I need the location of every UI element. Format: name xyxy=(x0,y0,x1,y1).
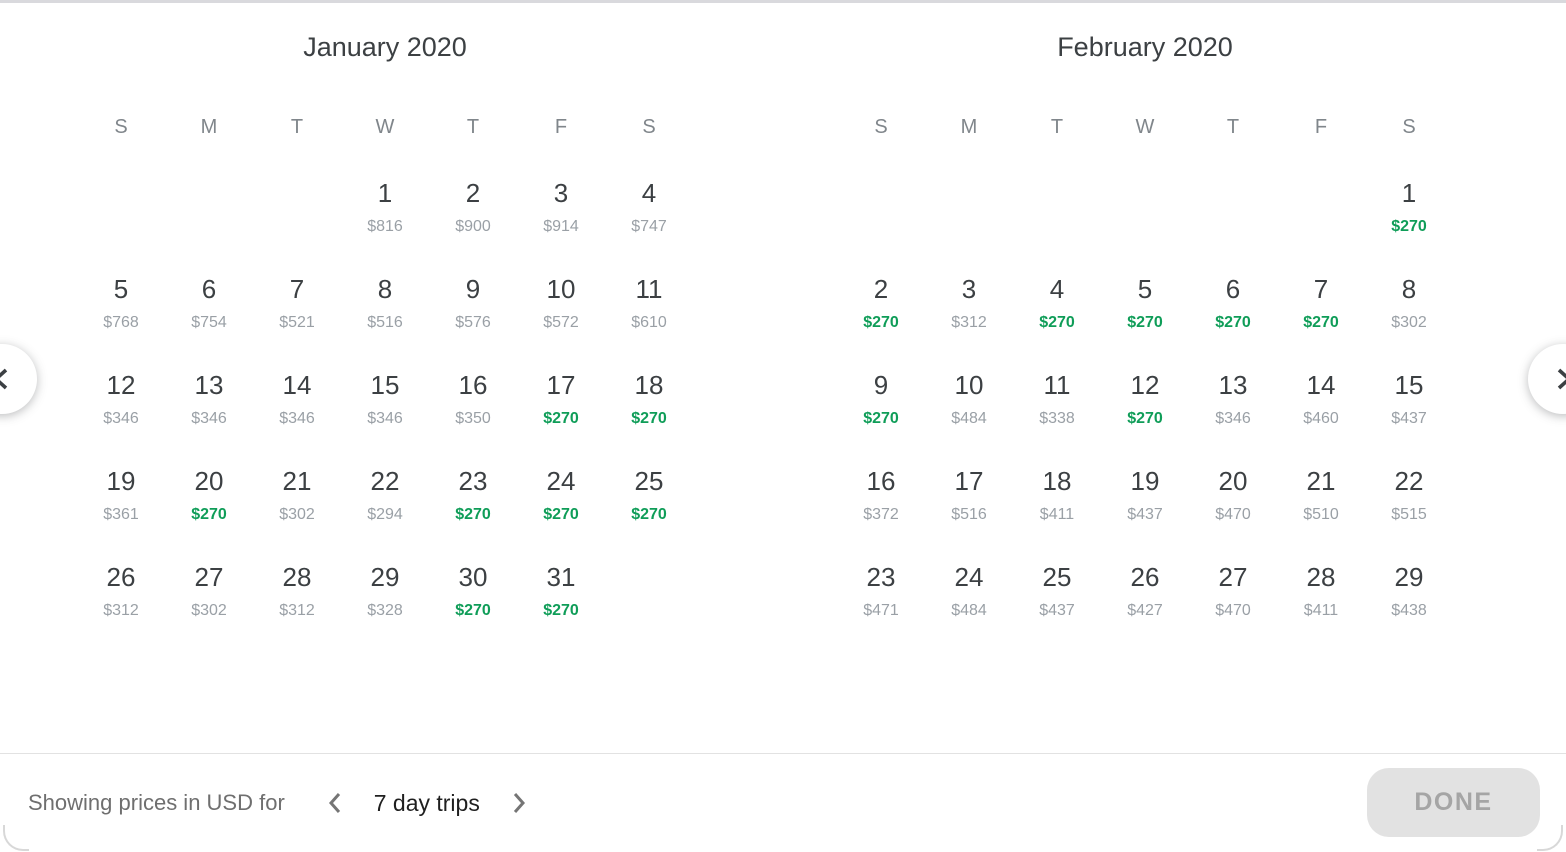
day-cell-january-18[interactable] xyxy=(605,339,693,435)
week-row xyxy=(837,531,1453,627)
day-number: 1 xyxy=(377,178,393,208)
day-number: 22 xyxy=(1394,466,1424,496)
week-row xyxy=(77,243,693,339)
day-cell-february-16[interactable] xyxy=(837,435,925,531)
day-number: 24 xyxy=(546,466,576,496)
day-price: $427 xyxy=(1127,602,1163,619)
day-cell-january-29[interactable] xyxy=(341,531,429,627)
weekday-header: S xyxy=(874,116,888,138)
day-number: 24 xyxy=(954,562,984,592)
day-number: 13 xyxy=(1218,370,1248,400)
day-price: $521 xyxy=(279,314,315,331)
next-month-button[interactable] xyxy=(1528,344,1566,414)
day-price: $816 xyxy=(367,218,403,235)
weekday-header-row xyxy=(837,107,1453,147)
day-number: 13 xyxy=(194,370,224,400)
weekday-header: T xyxy=(466,116,480,138)
day-number: 18 xyxy=(1042,466,1072,496)
chevron-right-icon xyxy=(511,791,527,815)
day-price: $346 xyxy=(191,410,227,427)
day-price: $312 xyxy=(279,602,315,619)
empty-day-cell xyxy=(77,147,165,243)
showing-prices-text: Showing prices in USD for xyxy=(28,790,285,815)
day-price: $361 xyxy=(103,506,139,523)
month-february-2020 xyxy=(837,3,1453,627)
day-price: $516 xyxy=(367,314,403,331)
day-cell-february-13[interactable] xyxy=(1189,339,1277,435)
weekday-header: T xyxy=(1050,116,1064,138)
day-price: $438 xyxy=(1391,602,1427,619)
week-row xyxy=(837,435,1453,531)
day-price: $302 xyxy=(1391,314,1427,331)
day-cell-february-1[interactable] xyxy=(1365,147,1453,243)
day-cell-february-17[interactable] xyxy=(925,435,1013,531)
trip-length-value: 7 day trips xyxy=(373,789,480,816)
day-price: $270 xyxy=(863,314,899,331)
day-number: 21 xyxy=(282,466,312,496)
day-cell-february-10[interactable] xyxy=(925,339,1013,435)
weekday-header: S xyxy=(642,116,656,138)
day-price: $312 xyxy=(103,602,139,619)
day-number: 20 xyxy=(194,466,224,496)
day-number: 3 xyxy=(961,274,977,304)
day-price: $328 xyxy=(367,602,403,619)
day-price: $768 xyxy=(103,314,139,331)
empty-day-cell xyxy=(925,147,1013,243)
week-row xyxy=(837,243,1453,339)
day-number: 6 xyxy=(1225,274,1241,304)
day-number: 3 xyxy=(553,178,569,208)
day-number: 16 xyxy=(458,370,488,400)
day-number: 10 xyxy=(546,274,576,304)
empty-day-cell xyxy=(837,147,925,243)
day-cell-january-1[interactable] xyxy=(341,147,429,243)
day-price: $914 xyxy=(543,218,579,235)
day-number: 23 xyxy=(866,562,896,592)
day-number: 28 xyxy=(1306,562,1336,592)
day-number: 19 xyxy=(106,466,136,496)
day-price: $610 xyxy=(631,314,667,331)
day-cell-february-6[interactable] xyxy=(1189,243,1277,339)
day-cell-february-8[interactable] xyxy=(1365,243,1453,339)
day-cell-january-25[interactable] xyxy=(605,435,693,531)
month-title: February 2020 xyxy=(1057,32,1233,62)
day-number: 29 xyxy=(1394,562,1424,592)
day-cell-january-14[interactable] xyxy=(253,339,341,435)
day-cell-january-23[interactable] xyxy=(429,435,517,531)
weekday-header: M xyxy=(200,116,218,138)
day-cell-january-11[interactable] xyxy=(605,243,693,339)
day-cell-february-23[interactable] xyxy=(837,531,925,627)
week-row xyxy=(837,339,1453,435)
empty-day-cell xyxy=(1101,147,1189,243)
day-price: $270 xyxy=(543,410,579,427)
day-number: 30 xyxy=(458,562,488,592)
day-price: $270 xyxy=(543,506,579,523)
day-number: 16 xyxy=(866,466,896,496)
day-cell-january-30[interactable] xyxy=(429,531,517,627)
day-number: 25 xyxy=(634,466,664,496)
day-number: 11 xyxy=(635,274,663,304)
week-row xyxy=(837,147,1453,243)
day-price: $471 xyxy=(863,602,899,619)
day-price: $270 xyxy=(455,506,491,523)
day-cell-january-17[interactable] xyxy=(517,339,605,435)
day-cell-february-3[interactable] xyxy=(925,243,1013,339)
day-price: $312 xyxy=(951,314,987,331)
day-price: $437 xyxy=(1039,602,1075,619)
day-number: 9 xyxy=(465,274,481,304)
day-cell-february-7[interactable] xyxy=(1277,243,1365,339)
weekday-header: W xyxy=(1135,116,1155,138)
day-price: $302 xyxy=(279,506,315,523)
day-cell-february-21[interactable] xyxy=(1277,435,1365,531)
day-cell-february-14[interactable] xyxy=(1277,339,1365,435)
day-number: 4 xyxy=(641,178,657,208)
empty-day-cell xyxy=(1277,147,1365,243)
day-cell-february-22[interactable] xyxy=(1365,435,1453,531)
day-cell-january-28[interactable] xyxy=(253,531,341,627)
day-number: 15 xyxy=(1394,370,1424,400)
day-price: $900 xyxy=(455,218,491,235)
empty-day-cell xyxy=(253,147,341,243)
empty-day-cell xyxy=(1189,147,1277,243)
day-price: $302 xyxy=(191,602,227,619)
weekday-header: T xyxy=(1226,116,1240,138)
day-number: 2 xyxy=(465,178,481,208)
week-row xyxy=(77,435,693,531)
day-number: 26 xyxy=(106,562,136,592)
day-price: $270 xyxy=(1127,410,1163,427)
day-cell-february-29[interactable] xyxy=(1365,531,1453,627)
weekday-header: S xyxy=(114,116,128,138)
day-number: 12 xyxy=(106,370,136,400)
day-cell-february-28[interactable] xyxy=(1277,531,1365,627)
day-cell-january-20[interactable] xyxy=(165,435,253,531)
chevron-left-icon xyxy=(0,365,14,393)
day-cell-february-26[interactable] xyxy=(1101,531,1189,627)
day-cell-february-27[interactable] xyxy=(1189,531,1277,627)
week-row xyxy=(77,339,693,435)
chevron-right-icon xyxy=(1551,365,1566,393)
month-title: January 2020 xyxy=(303,32,467,62)
day-number: 22 xyxy=(370,466,400,496)
day-number: 19 xyxy=(1130,466,1160,496)
day-price: $754 xyxy=(191,314,227,331)
day-cell-january-31[interactable] xyxy=(517,531,605,627)
weekday-header: M xyxy=(960,116,978,138)
day-cell-january-8[interactable] xyxy=(341,243,429,339)
day-number: 14 xyxy=(1306,370,1336,400)
day-cell-january-26[interactable] xyxy=(77,531,165,627)
day-number: 5 xyxy=(1137,274,1153,304)
day-cell-january-19[interactable] xyxy=(77,435,165,531)
day-price: $270 xyxy=(1391,218,1427,235)
day-price: $350 xyxy=(455,410,491,427)
day-price: $270 xyxy=(631,506,667,523)
day-price: $484 xyxy=(951,410,987,427)
day-price: $460 xyxy=(1303,410,1339,427)
day-price: $437 xyxy=(1127,506,1163,523)
weekday-header: S xyxy=(1402,116,1416,138)
day-price: $270 xyxy=(1039,314,1075,331)
day-price: $515 xyxy=(1391,506,1427,523)
day-cell-january-3[interactable] xyxy=(517,147,605,243)
day-cell-february-24[interactable] xyxy=(925,531,1013,627)
day-price: $411 xyxy=(1039,506,1075,523)
day-cell-january-10[interactable] xyxy=(517,243,605,339)
day-cell-february-25[interactable] xyxy=(1013,531,1101,627)
day-number: 18 xyxy=(634,370,664,400)
day-number: 26 xyxy=(1130,562,1160,592)
day-price: $346 xyxy=(367,410,403,427)
day-number: 25 xyxy=(1042,562,1072,592)
day-number: 17 xyxy=(954,466,984,496)
day-cell-february-15[interactable] xyxy=(1365,339,1453,435)
day-number: 21 xyxy=(1306,466,1336,496)
day-cell-february-18[interactable] xyxy=(1013,435,1101,531)
day-price: $510 xyxy=(1303,506,1339,523)
months-row xyxy=(0,3,1453,627)
weekday-header: F xyxy=(1314,116,1328,138)
day-number: 14 xyxy=(282,370,312,400)
day-number: 7 xyxy=(1313,274,1329,304)
trip-length-decrease-button[interactable] xyxy=(319,783,351,823)
day-number: 7 xyxy=(289,274,305,304)
week-row xyxy=(77,531,693,627)
day-number: 6 xyxy=(201,274,217,304)
day-price: $270 xyxy=(1215,314,1251,331)
weekday-header: T xyxy=(290,116,304,138)
day-number: 29 xyxy=(370,562,400,592)
day-price: $270 xyxy=(543,602,579,619)
day-price: $470 xyxy=(1215,602,1251,619)
day-number: 2 xyxy=(873,274,889,304)
day-price: $346 xyxy=(103,410,139,427)
day-number: 15 xyxy=(370,370,400,400)
weekday-header-row xyxy=(77,107,693,147)
day-cell-february-12[interactable] xyxy=(1101,339,1189,435)
day-number: 8 xyxy=(377,274,393,304)
day-cell-february-9[interactable] xyxy=(837,339,925,435)
day-cell-january-16[interactable] xyxy=(429,339,517,435)
day-number: 23 xyxy=(458,466,488,496)
weekday-header: F xyxy=(554,116,568,138)
day-number: 31 xyxy=(546,562,576,592)
day-price: $346 xyxy=(279,410,315,427)
day-number: 27 xyxy=(1218,562,1248,592)
day-price: $270 xyxy=(191,506,227,523)
day-cell-january-7[interactable] xyxy=(253,243,341,339)
day-cell-january-21[interactable] xyxy=(253,435,341,531)
day-cell-january-4[interactable] xyxy=(605,147,693,243)
day-price: $437 xyxy=(1391,410,1427,427)
day-price: $411 xyxy=(1303,602,1339,619)
day-price: $270 xyxy=(455,602,491,619)
day-price: $270 xyxy=(863,410,899,427)
month-january-2020 xyxy=(77,3,693,627)
day-price: $484 xyxy=(951,602,987,619)
day-cell-february-4[interactable] xyxy=(1013,243,1101,339)
day-cell-january-5[interactable] xyxy=(77,243,165,339)
day-price: $294 xyxy=(367,506,403,523)
day-cell-january-15[interactable] xyxy=(341,339,429,435)
day-price: $270 xyxy=(631,410,667,427)
day-price: $270 xyxy=(1127,314,1163,331)
day-number: 9 xyxy=(873,370,889,400)
day-number: 4 xyxy=(1049,274,1065,304)
day-price: $346 xyxy=(1215,410,1251,427)
day-cell-january-22[interactable] xyxy=(341,435,429,531)
day-cell-january-6[interactable] xyxy=(165,243,253,339)
day-cell-february-20[interactable] xyxy=(1189,435,1277,531)
day-cell-january-24[interactable] xyxy=(517,435,605,531)
day-number: 17 xyxy=(546,370,576,400)
day-cell-january-12[interactable] xyxy=(77,339,165,435)
trip-length-stepper xyxy=(319,783,535,823)
empty-day-cell xyxy=(605,531,693,627)
week-row xyxy=(77,147,693,243)
day-price: $747 xyxy=(631,218,667,235)
day-cell-january-2[interactable] xyxy=(429,147,517,243)
day-cell-february-19[interactable] xyxy=(1101,435,1189,531)
day-number: 28 xyxy=(282,562,312,592)
day-cell-february-11[interactable] xyxy=(1013,339,1101,435)
done-button[interactable]: DONE xyxy=(1367,768,1540,837)
day-number: 10 xyxy=(954,370,984,400)
empty-day-cell xyxy=(165,147,253,243)
day-price: $576 xyxy=(455,314,491,331)
day-price: $516 xyxy=(951,506,987,523)
day-number: 20 xyxy=(1218,466,1248,496)
day-price: $572 xyxy=(543,314,579,331)
empty-day-cell xyxy=(1013,147,1101,243)
day-price: $338 xyxy=(1039,410,1075,427)
day-number: 27 xyxy=(194,562,224,592)
day-price: $270 xyxy=(1303,314,1339,331)
chevron-left-icon xyxy=(327,791,343,815)
day-price: $470 xyxy=(1215,506,1251,523)
weekday-header: W xyxy=(375,116,395,138)
trip-length-increase-button[interactable] xyxy=(503,783,535,823)
day-cell-january-9[interactable] xyxy=(429,243,517,339)
day-cell-january-27[interactable] xyxy=(165,531,253,627)
day-number: 1 xyxy=(1401,178,1417,208)
day-number: 12 xyxy=(1130,370,1160,400)
day-cell-january-13[interactable] xyxy=(165,339,253,435)
day-cell-february-2[interactable] xyxy=(837,243,925,339)
day-number: 11 xyxy=(1043,370,1071,400)
day-price: $372 xyxy=(863,506,899,523)
footer-bar xyxy=(0,754,1566,852)
day-number: 8 xyxy=(1401,274,1417,304)
day-number: 5 xyxy=(113,274,129,304)
day-cell-february-5[interactable] xyxy=(1101,243,1189,339)
